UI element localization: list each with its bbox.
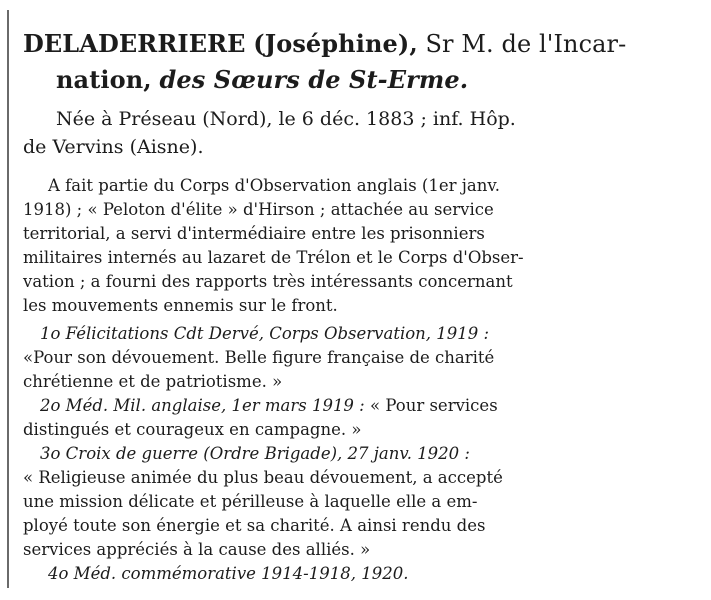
entry-given-name: (Joséphine), — [253, 29, 418, 58]
service-line-5: vation ; a fourni des rapports très intéressants concernant — [23, 272, 513, 291]
award-2-citation-line-1: distingués et courageux en campagne. » — [23, 420, 362, 439]
birth-line-2: de Vervins (Aisne). — [23, 136, 204, 158]
service-line-6: les mouvements ennemis sur le front. — [23, 296, 338, 315]
award-1-title: 1o Félicitations Cdt Dervé, Corps Observation, 1919 : — [40, 324, 490, 343]
entry-surname: DELADERRIERE — [23, 29, 246, 58]
entry-order: des Sœurs de St-Erme. — [159, 65, 469, 94]
award-1-citation-line-2: chrétienne et de patriotisme. » — [23, 372, 283, 391]
service-line-3: territorial, a servi d'intermédiaire entre les prisonniers — [23, 224, 485, 243]
service-line-4: militaires internés au lazaret de Trélon et le Corps d'Obser- — [23, 248, 524, 267]
entry-heading-line-1 — [23, 29, 627, 58]
entry-religious-title: Sr M. de l'Incar- — [425, 30, 627, 58]
award-3-citation-line-1: « Religieuse animée du plus beau dévouement, a accepté — [23, 468, 503, 487]
birth-line-1: Née à Préseau (Nord), le 6 déc. 1883 ; inf. Hôp. — [56, 108, 516, 130]
award-1-citation-line-1: «Pour son dévouement. Belle figure française de charité — [23, 348, 495, 367]
left-margin-rule — [7, 10, 9, 588]
service-line-1: A fait partie du Corps d'Observation anglais (1er janv. — [48, 176, 500, 195]
award-3-citation-line-2: une mission délicate et périlleuse à laquelle elle a em- — [23, 492, 478, 511]
entry-heading-line-2 — [56, 65, 469, 94]
award-3-citation-line-3: ployé toute son énergie et sa charité. A ainsi rendu des — [23, 516, 486, 535]
award-2-heading — [40, 398, 498, 415]
service-line-2: 1918) ; « Peloton d'élite » d'Hirson ; attachée au service — [23, 200, 494, 219]
entry-title-continued: nation, — [56, 65, 152, 94]
award-2-title: 2o Méd. Mil. anglaise, 1er mars 1919 : — [40, 396, 365, 415]
award-3-title: 3o Croix de guerre (Ordre Brigade), 27 janv. 1920 : — [40, 444, 470, 463]
award-2-citation-start: « Pour services — [370, 396, 498, 415]
award-3-citation-line-4: services appréciés à la cause des alliés. » — [23, 540, 371, 559]
award-4-title: 4o Méd. commémorative 1914-1918, 1920. — [48, 564, 409, 583]
